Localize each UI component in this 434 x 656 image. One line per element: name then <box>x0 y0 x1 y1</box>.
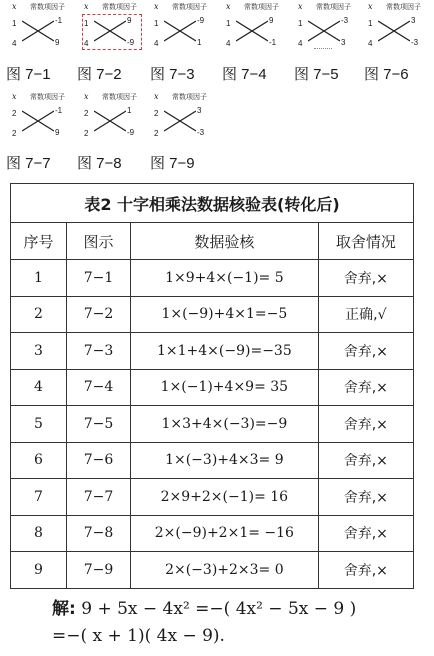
cell-index: 5 <box>11 406 67 443</box>
factor-top-right: -1 <box>55 16 63 25</box>
factor-top-right: -9 <box>197 16 205 25</box>
factor-bottom-right: -1 <box>269 38 277 47</box>
table-row <box>11 442 414 479</box>
header-index: 序号 <box>11 223 67 260</box>
cell-result: 舍弃,× <box>318 260 413 297</box>
table-row <box>11 296 414 333</box>
factor-top-right: 3 <box>411 16 416 25</box>
solution-line-2 <box>52 626 225 646</box>
cell-check: 1×(−1)+4×9= 35 <box>131 369 319 406</box>
factor-bottom-left: 2 <box>84 129 89 138</box>
figure-caption-7-1: 图 7−1 <box>6 66 51 83</box>
factor-top-right: -1 <box>55 106 63 115</box>
cell-check: 1×1+4×(−9)=−35 <box>131 333 319 370</box>
cell-result: 舍弃,× <box>318 442 413 479</box>
diagram-x-label: x <box>298 2 303 11</box>
cross-lines-icon <box>164 20 196 42</box>
cross-diagram-7-9 <box>152 92 218 140</box>
cross-lines-icon <box>164 110 196 132</box>
factor-top-left: 1 <box>12 19 17 28</box>
header-check: 数据验核 <box>131 223 319 260</box>
cell-check: 1×(−3)+4×3= 9 <box>131 442 319 479</box>
cell-result: 正确,√ <box>318 296 413 333</box>
cell-figure: 7−2 <box>66 296 130 333</box>
table-header-row <box>11 223 414 260</box>
cell-result: 舍弃,× <box>318 369 413 406</box>
diagram-x-label: x <box>12 2 17 11</box>
table-row <box>11 333 414 370</box>
cross-diagram-7-8 <box>82 92 148 140</box>
figure-caption-7-8: 图 7−8 <box>77 155 122 172</box>
figure-caption-7-2: 图 7−2 <box>77 66 122 83</box>
factor-bottom-right: 3 <box>341 38 346 47</box>
factor-top-right: 9 <box>269 16 274 25</box>
cell-figure: 7−4 <box>66 369 130 406</box>
cell-index: 6 <box>11 442 67 479</box>
figure-caption-7-6: 图 7−6 <box>364 66 409 83</box>
factor-top-right: 1 <box>127 106 132 115</box>
diagram-const-label: 常数项因子 <box>102 93 137 101</box>
factor-top-left: 1 <box>368 19 373 28</box>
factor-bottom-left: 4 <box>298 39 303 48</box>
cell-check: 2×9+2×(−1)= 16 <box>131 479 319 516</box>
solution-expression-1: 9 + 5x − 4x² =−( 4x² − 5x − 9 ) <box>81 599 357 619</box>
factor-top-left: 1 <box>84 19 89 28</box>
table-title: 表2 十字相乘法数据核验表(转化后) <box>11 184 414 223</box>
table-row <box>11 552 414 589</box>
factor-bottom-right: -9 <box>127 38 135 47</box>
cell-index: 9 <box>11 552 67 589</box>
cell-index: 1 <box>11 260 67 297</box>
factor-top-left: 2 <box>154 109 159 118</box>
cell-figure: 7−6 <box>66 442 130 479</box>
cross-diagram-7-1 <box>10 2 76 50</box>
diagram-x-label: x <box>154 2 159 11</box>
table-row <box>11 369 414 406</box>
diagram-const-label: 常数项因子 <box>386 3 421 11</box>
cross-lines-icon <box>94 110 126 132</box>
factor-bottom-right: -3 <box>197 128 205 137</box>
factor-top-left: 2 <box>84 109 89 118</box>
cross-diagram-7-4 <box>224 2 290 50</box>
factor-bottom-left: 4 <box>226 39 231 48</box>
cell-figure: 7−1 <box>66 260 130 297</box>
factor-bottom-right: 9 <box>55 38 60 47</box>
factor-bottom-left: 2 <box>154 129 159 138</box>
diagram-const-label: 常数项因子 <box>30 93 65 101</box>
cross-diagram-7-7 <box>10 92 76 140</box>
cross-lines-icon <box>308 20 340 42</box>
diagram-const-label: 常数项因子 <box>102 3 137 11</box>
cell-index: 4 <box>11 369 67 406</box>
solution-expression-2: =−( x + 1)( 4x − 9). <box>52 626 225 646</box>
cell-check: 2×(−9)+2×1= −16 <box>131 515 319 552</box>
diagram-x-label: x <box>84 2 89 11</box>
diagram-x-label: x <box>154 92 159 101</box>
factor-bottom-right: -3 <box>411 38 419 47</box>
cross-diagram-7-6 <box>366 2 432 50</box>
cross-lines-icon <box>236 20 268 42</box>
cell-check: 2×(−3)+2×3= 0 <box>131 552 319 589</box>
cell-result: 舍弃,× <box>318 406 413 443</box>
factor-top-left: 1 <box>298 19 303 28</box>
factor-bottom-right: -9 <box>127 128 135 137</box>
diagram-const-label: 常数项因子 <box>316 3 351 11</box>
factor-top-right: -3 <box>341 16 349 25</box>
factor-bottom-right: 1 <box>197 38 202 47</box>
cell-figure: 7−8 <box>66 515 130 552</box>
factor-bottom-left: 4 <box>12 39 17 48</box>
cell-figure: 7−5 <box>66 406 130 443</box>
factor-top-left: 2 <box>12 109 17 118</box>
diagram-const-label: 常数项因子 <box>30 3 65 11</box>
solution-label: 解: <box>52 599 76 619</box>
cell-result: 舍弃,× <box>318 515 413 552</box>
cross-lines-icon <box>22 110 54 132</box>
factor-bottom-left: 4 <box>368 39 373 48</box>
solution-line-1 <box>52 594 356 619</box>
table-row <box>11 260 414 297</box>
factor-top-left: 1 <box>154 19 159 28</box>
factor-bottom-left: 4 <box>84 39 89 48</box>
factor-bottom-left: 4 <box>154 39 159 48</box>
verification-table <box>10 183 414 589</box>
cell-figure: 7−9 <box>66 552 130 589</box>
table-row <box>11 515 414 552</box>
factor-bottom-right: 9 <box>55 128 60 137</box>
table-row <box>11 406 414 443</box>
cell-check: 1×(−9)+4×1=−5 <box>131 296 319 333</box>
diagram-const-label: 常数项因子 <box>172 93 207 101</box>
figure-caption-7-9: 图 7−9 <box>150 155 195 172</box>
diagram-x-label: x <box>368 2 373 11</box>
cell-result: 舍弃,× <box>318 552 413 589</box>
diagram-const-label: 常数项因子 <box>244 3 279 11</box>
cell-result: 舍弃,× <box>318 479 413 516</box>
cross-diagram-7-2 <box>82 2 148 50</box>
factor-top-right: 3 <box>197 106 202 115</box>
cell-check: 1×9+4×(−1)= 5 <box>131 260 319 297</box>
cross-lines-icon <box>22 20 54 42</box>
header-result: 取舍情况 <box>318 223 413 260</box>
cell-index: 7 <box>11 479 67 516</box>
cross-lines-icon <box>378 20 410 42</box>
header-figure: 图示 <box>66 223 130 260</box>
cell-check: 1×3+4×(−3)=−9 <box>131 406 319 443</box>
figure-caption-7-7: 图 7−7 <box>6 155 51 172</box>
cell-result: 舍弃,× <box>318 333 413 370</box>
diagram-const-label: 常数项因子 <box>172 3 207 11</box>
cell-index: 8 <box>11 515 67 552</box>
factor-bottom-left: 2 <box>12 129 17 138</box>
dotted-underline <box>314 48 332 49</box>
diagram-x-label: x <box>84 92 89 101</box>
cell-figure: 7−3 <box>66 333 130 370</box>
factor-top-right: 9 <box>127 16 132 25</box>
diagram-x-label: x <box>12 92 17 101</box>
diagram-x-label: x <box>226 2 231 11</box>
cell-figure: 7−7 <box>66 479 130 516</box>
factor-top-left: 1 <box>226 19 231 28</box>
cross-diagram-7-5 <box>296 2 362 50</box>
cell-index: 3 <box>11 333 67 370</box>
figure-caption-7-3: 图 7−3 <box>150 66 195 83</box>
cross-lines-icon <box>94 20 126 42</box>
table-row <box>11 479 414 516</box>
figure-caption-7-5: 图 7−5 <box>294 66 339 83</box>
cell-index: 2 <box>11 296 67 333</box>
figure-caption-7-4: 图 7−4 <box>222 66 267 83</box>
cross-diagram-7-3 <box>152 2 218 50</box>
